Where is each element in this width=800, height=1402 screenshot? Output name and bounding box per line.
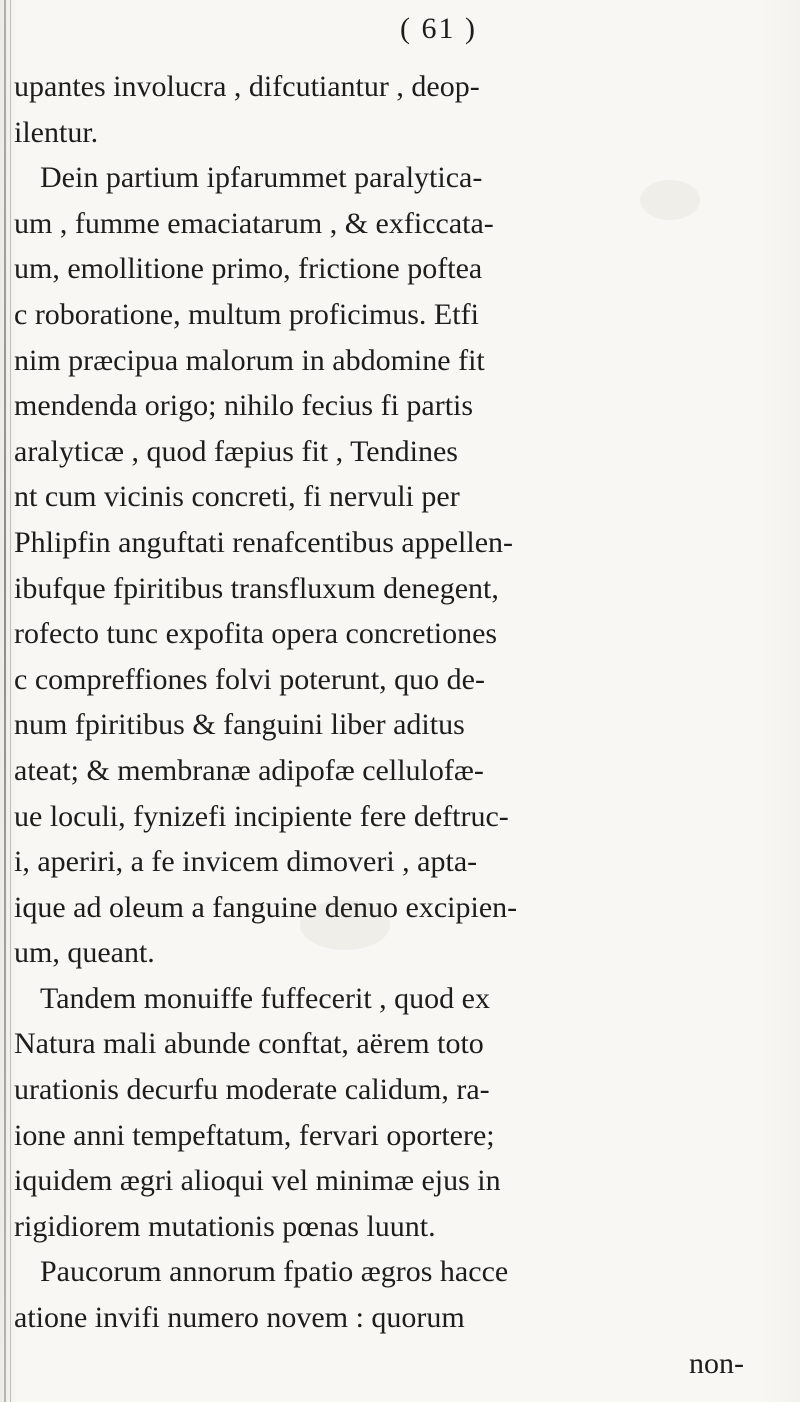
text-line: Phlipfin anguftati renafcentibus appellen- <box>14 525 513 559</box>
catchword: non- <box>689 1346 744 1380</box>
text-line: Tandem monuiffe fuffecerit , quod ex <box>40 981 490 1015</box>
text-line: nt cum vicinis concreti, fi nervuli per <box>14 480 460 514</box>
text-line: ateat; & membranæ adipofæ cellulofæ- <box>14 753 484 787</box>
text-line: c roboratione, multum proficimus. Etfi <box>14 297 479 331</box>
text-line: um, emollitione primo, frictione poftea <box>14 252 483 286</box>
text-line: rigidiorem mutationis pœnas luunt. <box>14 1209 436 1243</box>
text-line: Paucorum annorum fpatio ægros hacce <box>40 1255 509 1289</box>
text-line: aralyticæ , quod fæpius fit , Tendines <box>14 434 458 468</box>
text-line: num fpiritibus & fanguini liber aditus <box>14 708 465 742</box>
text-line: um, queant. <box>14 936 155 970</box>
text-line: Dein partium ipfarummet paralytica- <box>40 161 483 195</box>
text-line: ibufque fpiritibus transfluxum denegent, <box>14 571 499 605</box>
text-line: ilentur. <box>14 115 99 149</box>
text-line: urationis decurfu moderate calidum, ra- <box>14 1073 490 1107</box>
body-text <box>14 64 800 1386</box>
binding-edge <box>4 0 6 1402</box>
page-number: ( 61 ) <box>400 12 477 45</box>
text-line: ione anni tempeftatum, fervari oportere; <box>14 1118 495 1152</box>
text-line: ue loculi, fynizefi incipiente fere deftruc- <box>14 799 509 833</box>
text-line: ique ad oleum a fanguine denuo excipien- <box>14 890 518 924</box>
text-line: i, aperiri, a fe invicem dimoveri , apta- <box>14 845 478 879</box>
text-line: mendenda origo; nihilo fecius fi partis <box>14 389 474 423</box>
text-line: atione invifi numero novem : quorum <box>14 1301 465 1335</box>
text-line: c compreffiones folvi poterunt, quo de- <box>14 662 485 696</box>
text-line: nim præcipua malorum in abdomine fit <box>14 343 485 377</box>
text-line: iquidem ægri alioqui vel minimæ ejus in <box>14 1164 501 1198</box>
text-line: rofecto tunc expofita opera concretiones <box>14 617 498 651</box>
text-line: um , fumme emaciatarum , & exficcata- <box>14 206 494 240</box>
text-line: upantes involucra , difcutiantur , deop- <box>14 70 480 103</box>
binding-edge-inner <box>10 0 11 1402</box>
text-line: Natura mali abunde conftat, aërem toto <box>14 1027 484 1061</box>
